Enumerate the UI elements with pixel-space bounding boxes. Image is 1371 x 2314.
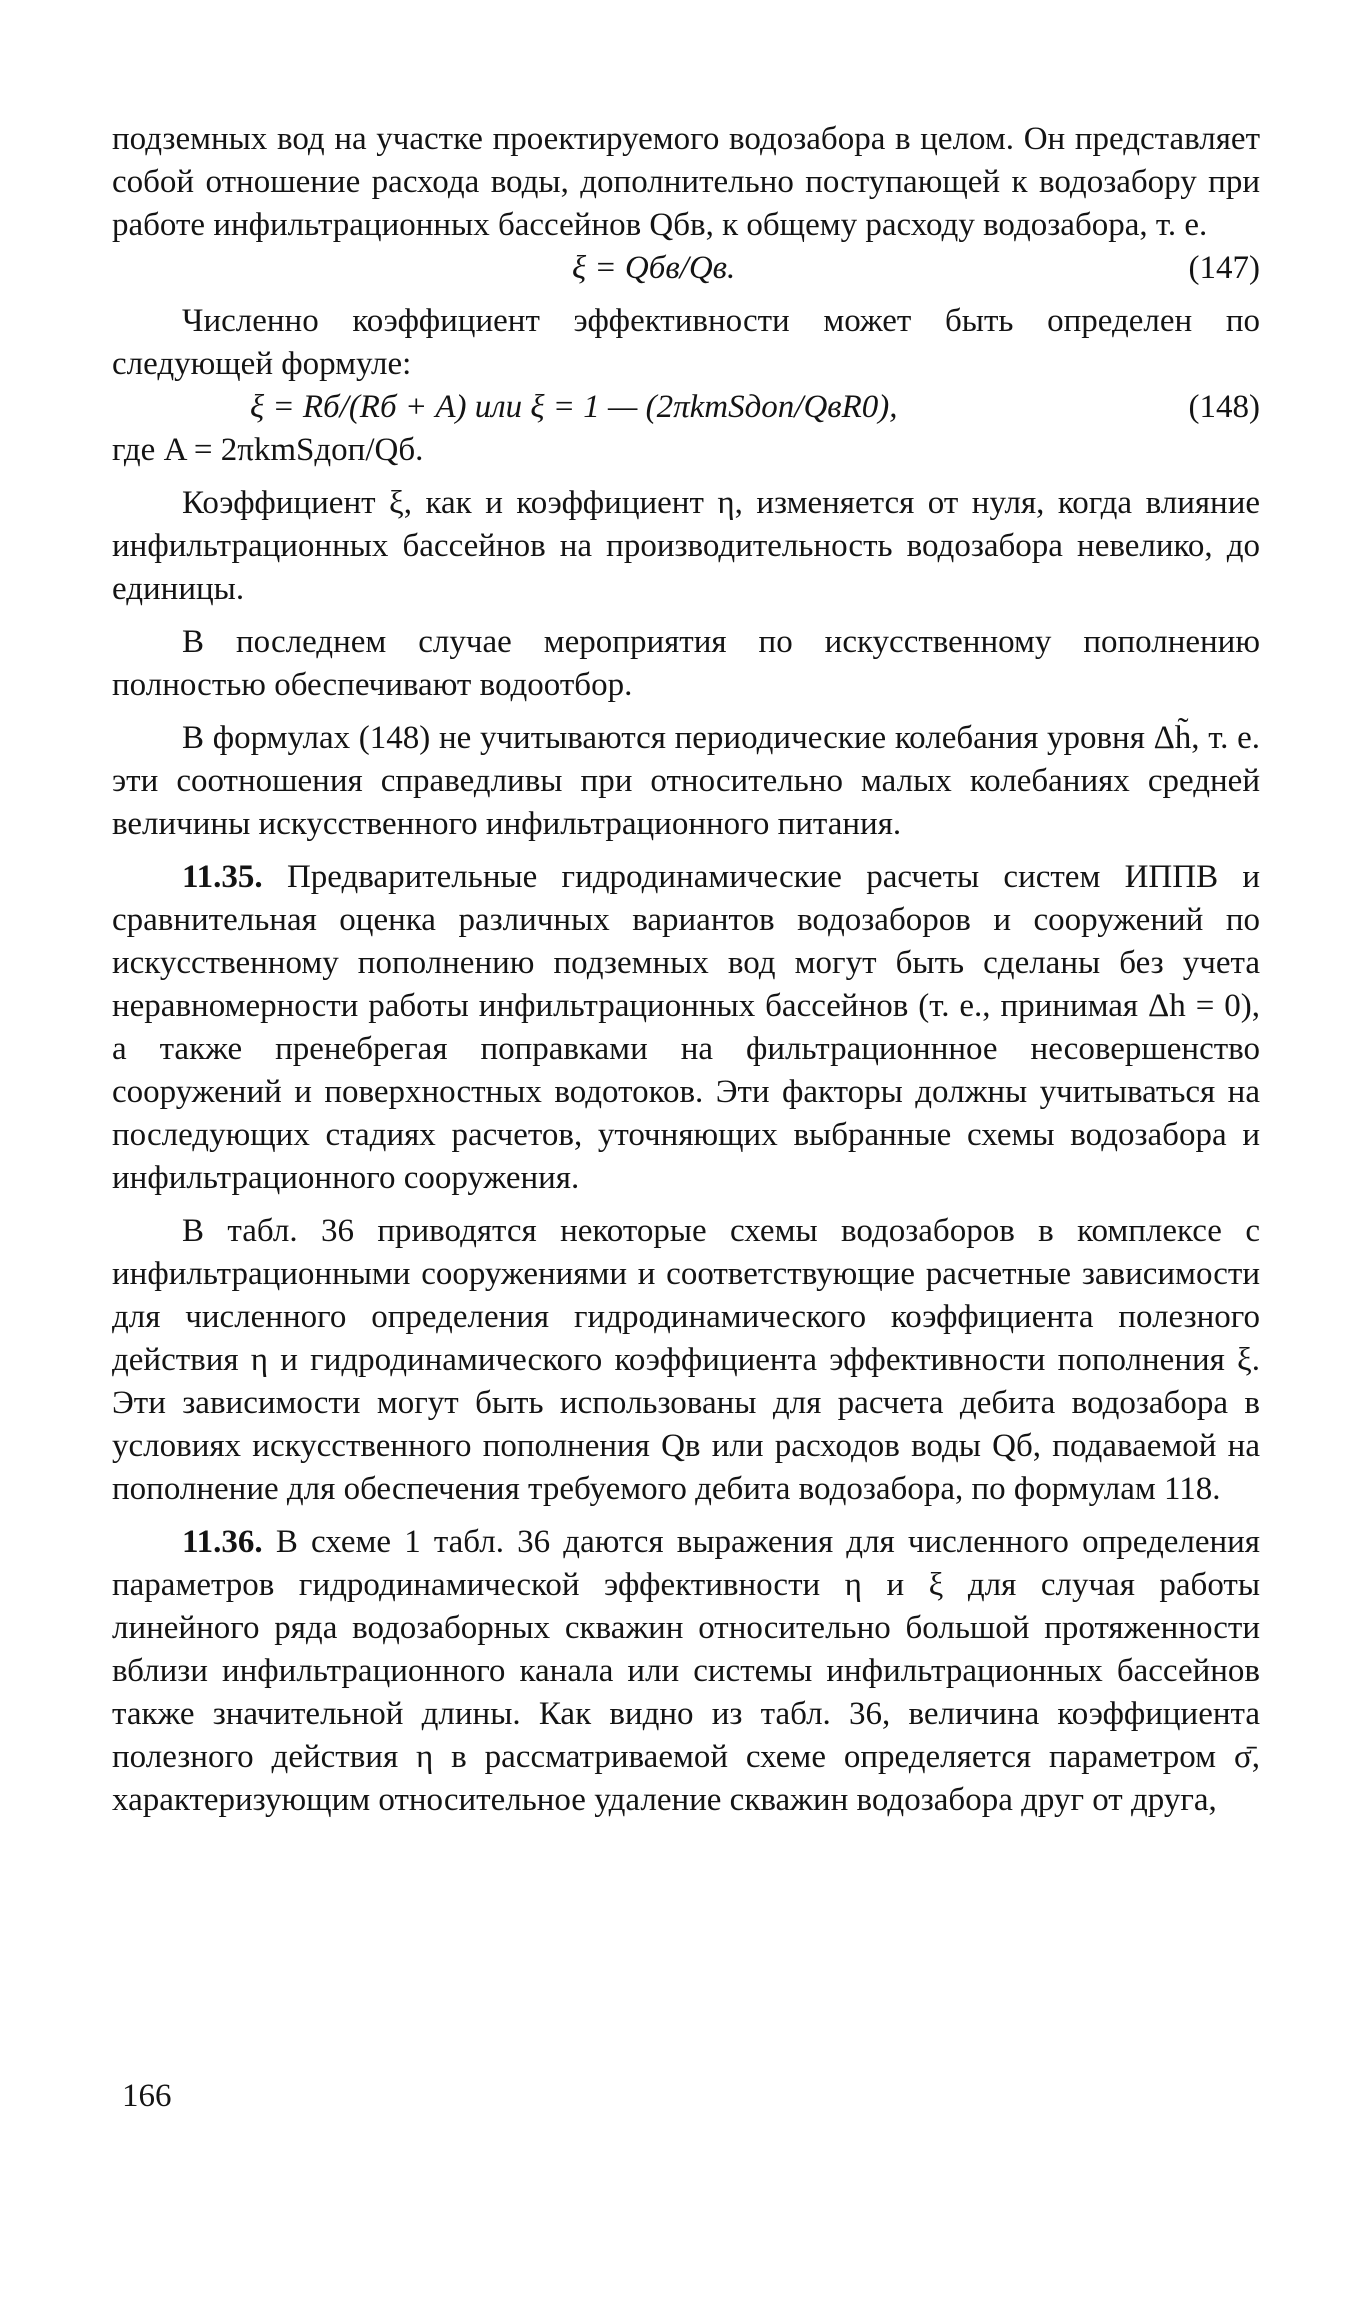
- formula-148: [112, 386, 1260, 429]
- page-body: [112, 118, 1260, 1822]
- paragraph-8: [112, 1521, 1260, 1822]
- where-clause: где A = 2πkmSдоп/Qб.: [112, 432, 424, 468]
- formula-148-number: (148): [1188, 389, 1260, 425]
- paragraph-6: [112, 856, 1260, 1200]
- paragraph-7: В табл. 36 приводятся некоторые схемы водозаборов в комплексе с инфильтрационными сооружениями и соответствующие расчетные зависимости для численного определения гидродинамического коэффициента полезного действия η и гидродинамического коэффициента эффективности пополнения ξ. Эти зависимости могут быть использованы для расчета дебита водозабора в условиях искусственного пополнения Qв или расходов воды Qб, подаваемой на пополнение для обеспечения требуемого дебита водозабора, по формулам 118.: [112, 1213, 1260, 1507]
- paragraph-2: Численно коэффициент эффективности может быть определен по следующей формуле:: [112, 303, 1260, 382]
- formula-148-expression: ξ = Rб/(Rб + A) или ξ = 1 — (2πkmSдоп/QвR0),: [250, 389, 898, 425]
- section-number-11-36: 11.36.: [182, 1524, 263, 1560]
- paragraph-3: Коэффициент ξ, как и коэффициент η, изменяется от нуля, когда влияние инфильтрационных бассейнов на производительность водозабора невелико, до единицы.: [112, 485, 1260, 607]
- section-number-11-35: 11.35.: [182, 859, 263, 895]
- paragraph-1: подземных вод на участке проектируемого водозабора в целом. Он представляет собой отношение расхода воды, дополнительно поступающей к водозабору при работе инфильтрационных бассейнов Qбв, к общему расходу водозабора, т. е.: [112, 121, 1260, 243]
- formula-147: [112, 247, 1260, 290]
- page-number: 166: [122, 2078, 172, 2114]
- paragraph-4: В последнем случае мероприятия по искусственному пополнению полностью обеспечивают водоотбор.: [112, 624, 1260, 703]
- paragraph-5: В формулах (148) не учитываются периодические колебания уровня Δh̃, т. е. эти соотношения справедливы при относительно малых колебаниях средней величины искусственного инфильтрационного питания.: [112, 720, 1260, 842]
- paragraph-8-text: В схеме 1 табл. 36 даются выражения для численного определения параметров гидродинамической эффективности η и ξ для случая работы линейного ряда водозаборных скважин относительно большой протяженности вблизи инфильтрационного канала или системы инфильтрационных бассейнов также значительной длины. Как видно из табл. 36, величина коэффициента полезного действия η в рассматриваемой схеме определяется параметром σ̄, характеризующим относительное удаление скважин водозабора друг от друга,: [112, 1524, 1260, 1818]
- paragraph-6-text: Предварительные гидродинамические расчеты систем ИППВ и сравнительная оценка различных вариантов водозаборов и сооружений по искусственному пополнению подземных вод могут быть сделаны без учета неравномерности работы инфильтрационных бассейнов (т. е., принимая Δh = 0), а также пренебрегая поправками на фильтрационнное несовершенство сооружений и поверхностных водотоков. Эти факторы должны учитываться на последующих стадиях расчетов, уточняющих выбранные схемы водозабора и инфильтрационного сооружения.: [112, 859, 1260, 1196]
- formula-147-number: (147): [1188, 250, 1260, 286]
- formula-147-expression: ξ = Qбв/Qв.: [572, 250, 736, 286]
